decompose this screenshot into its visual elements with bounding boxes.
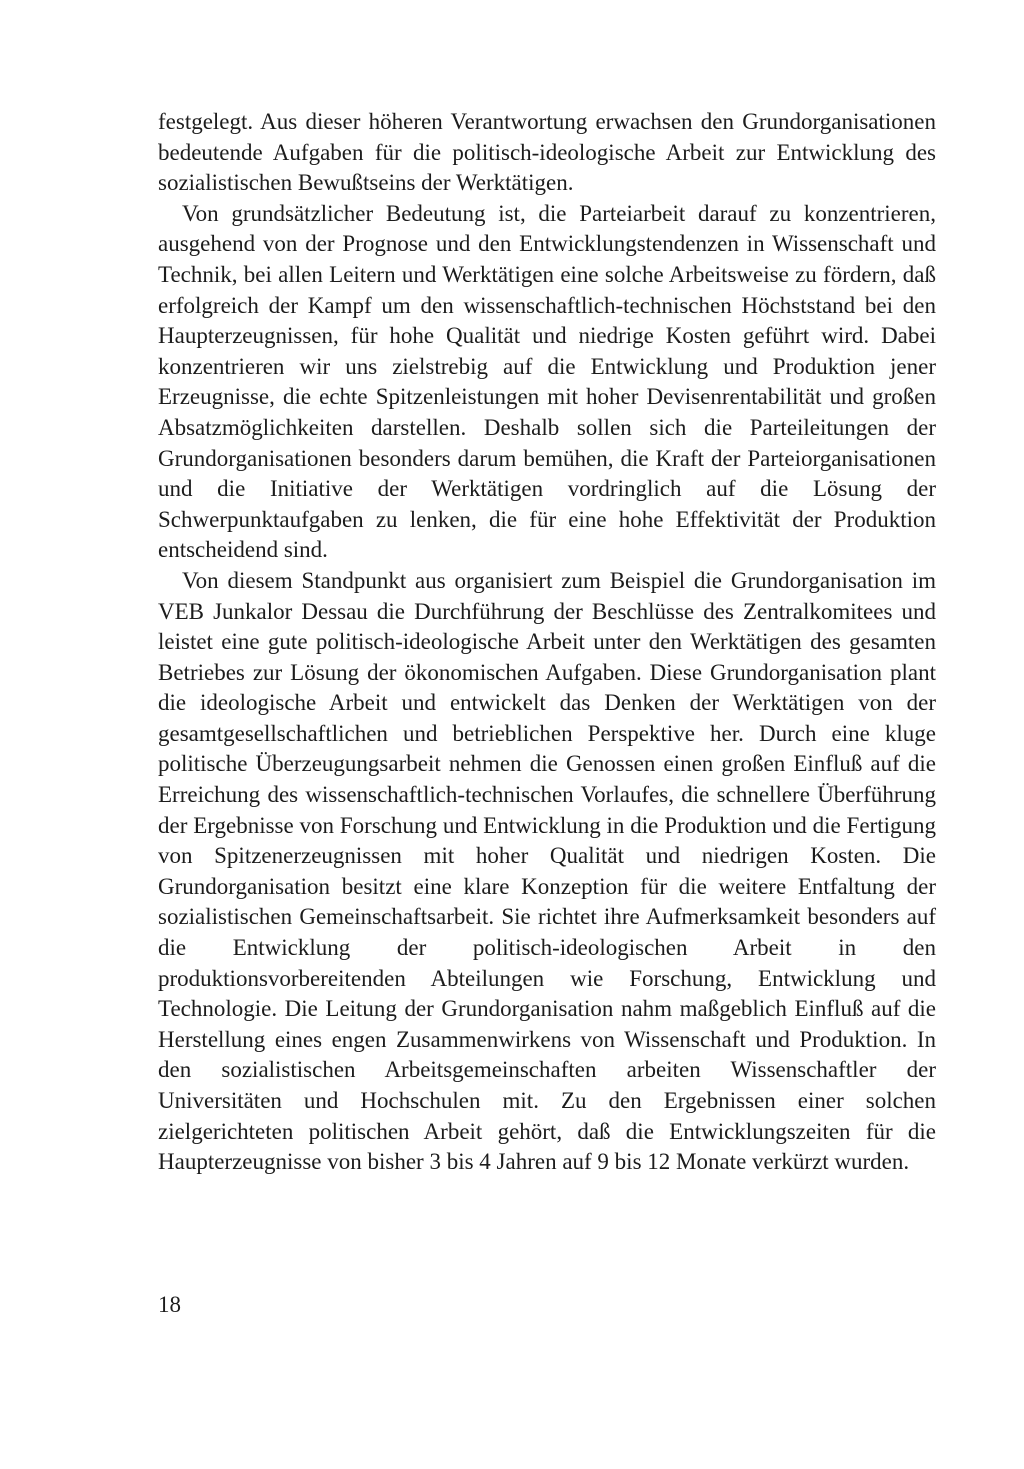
page-number: 18	[158, 1292, 181, 1317]
paragraph-2: Von grundsätzlicher Bedeutung ist, die Parteiarbeit darauf zu konzentrieren, ausgehend von der Prognose und den Entwicklungstendenzen in Wissenschaft und Technik, bei allen Leitern und Werktätigen eine solche Arbeitsweise zu fördern, daß erfolgreich der Kampf um den wissenschaftlich-technischen Höchststand bei den Haupterzeugnissen, für hohe Qualität und niedrige Kosten geführt wird. Dabei konzentrieren wir uns zielstrebig auf die Entwicklung und Produktion jener Erzeugnisse, die echte Spitzenleistungen mit hoher Devisenrentabilität und großen Absatzmöglichkeiten darstellen. Deshalb sollen sich die Parteileitungen der Grundorganisationen besonders darum bemühen, die Kraft der Parteiorganisationen und die Initiative der Werktätigen vordringlich auf die Lösung der Schwerpunktaufgaben zu lenken, die für eine hohe Effektivität der Produktion entscheidend sind.	[158, 200, 936, 563]
paragraph-1: festgelegt. Aus dieser höheren Verantwortung erwachsen den Grundorganisationen bedeutende Aufgaben für die politisch-ideologische Arbeit zur Entwicklung des sozialistischen Bewußtseins der Werktätigen.	[158, 109, 936, 196]
body-text	[158, 107, 936, 1178]
paragraph-3: Von diesem Standpunkt aus organisiert zum Beispiel die Grundorganisation im VEB Junkalor Dessau die Durchführung der Beschlüsse des Zentralkomitees und leistet eine gute politisch-ideologische Arbeit unter den Werktätigen des gesamten Betriebes zur Lösung der ökonomischen Aufgaben. Diese Grundorganisation plant die ideologische Arbeit und entwickelt das Denken der Werktätigen von der gesamtgesellschaftlichen und betrieblichen Perspektive her. Durch eine kluge politische Überzeugungsarbeit nehmen die Genossen einen großen Einfluß auf die Erreichung des wissenschaftlich-technischen Vorlaufes, die schnellere Überführung der Ergebnisse von Forschung und Entwicklung in die Produktion und die Fertigung von Spitzenerzeugnissen mit hoher Qualität und niedrigen Kosten. Die Grundorganisation besitzt eine klare Konzeption für die weitere Entfaltung der sozialistischen Gemeinschaftsarbeit. Sie richtet ihre Aufmerksamkeit besonders auf die Entwicklung der politisch-ideologischen Arbeit in den produktionsvorbereitenden Abteilungen wie Forschung, Entwicklung und Technologie. Die Leitung der Grundorganisation nahm maßgeblich Einfluß auf die Herstellung eines engen Zusammenwirkens von Wissenschaft und Produktion. In den sozialistischen Arbeitsgemeinschaften arbeiten Wissenschaftler der Universitäten und Hochschulen mit. Zu den Ergebnissen einer solchen zielgerichteten politischen Arbeit gehört, daß die Entwicklungszeiten für die Haupterzeugnisse von bisher 3 bis 4 Jahren auf 9 bis 12 Monate verkürzt wurden.	[158, 567, 936, 1175]
